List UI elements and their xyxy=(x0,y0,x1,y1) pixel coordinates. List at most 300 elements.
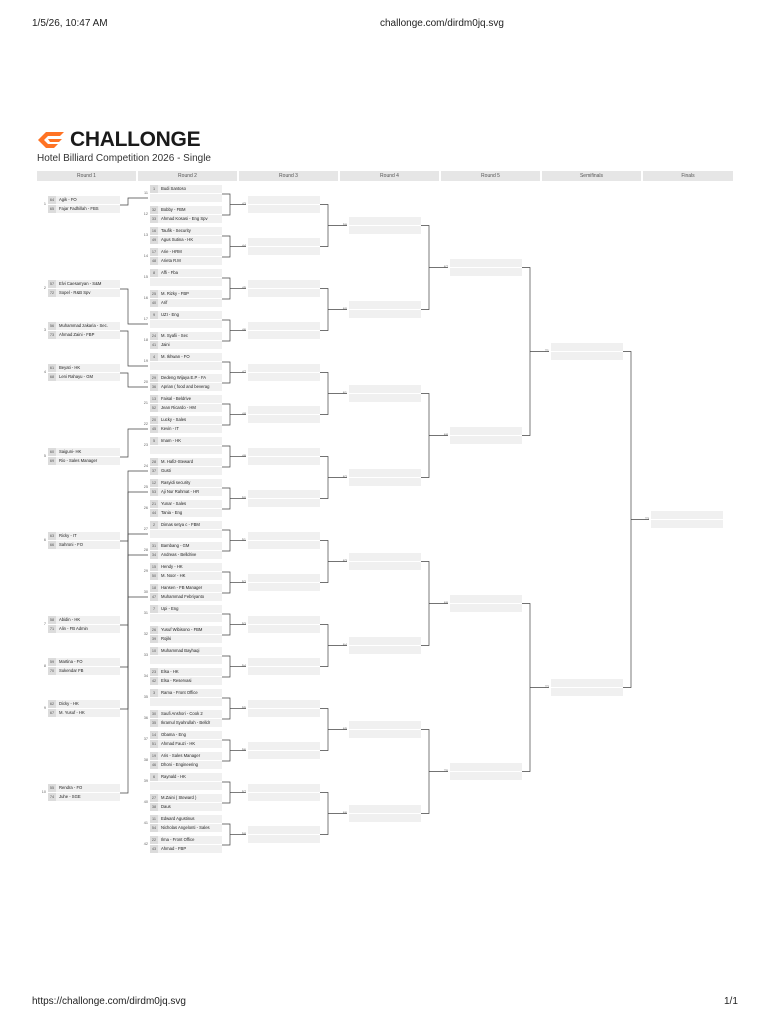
seed-badge: 16 xyxy=(151,229,157,233)
match-number: 15 xyxy=(143,275,148,279)
seed-badge: 64 xyxy=(49,198,55,202)
bracket-match[interactable] xyxy=(339,217,421,235)
bracket-match[interactable] xyxy=(140,458,222,476)
seed-badge xyxy=(248,574,256,582)
participant-slot[interactable] xyxy=(551,688,623,696)
bracket-match[interactable] xyxy=(140,311,222,329)
participant-slot[interactable] xyxy=(450,436,522,444)
bracket-match[interactable] xyxy=(440,259,522,277)
match-number: 71 xyxy=(544,348,549,353)
participant-slot[interactable] xyxy=(248,784,320,792)
participant-slot[interactable] xyxy=(150,467,222,475)
participant-slot[interactable] xyxy=(150,635,222,643)
participant-slot[interactable] xyxy=(150,824,222,832)
participant-slot[interactable] xyxy=(150,248,222,256)
participant-slot[interactable] xyxy=(150,206,222,214)
print-page-title: challonge.com/dirdm0jq.svg xyxy=(380,18,504,29)
participant-name: Leni Rahayu - GM xyxy=(59,374,93,379)
seed-badge xyxy=(248,457,256,465)
participant-slot[interactable] xyxy=(450,259,522,267)
participant-slot[interactable] xyxy=(48,331,120,339)
participant-slot[interactable] xyxy=(48,205,120,213)
participant-slot[interactable] xyxy=(48,448,120,456)
bracket-match[interactable] xyxy=(140,437,222,455)
participant-slot[interactable] xyxy=(349,310,421,318)
participant-slot[interactable] xyxy=(150,626,222,634)
bracket-match[interactable] xyxy=(38,322,120,340)
bracket-match[interactable] xyxy=(140,731,222,749)
participant-name: Jean Ricardo - HM xyxy=(161,405,196,410)
bracket-match[interactable] xyxy=(140,332,222,350)
seed-badge: 28 xyxy=(151,460,157,464)
participant-slot[interactable] xyxy=(248,322,320,330)
participant-slot[interactable] xyxy=(150,299,222,307)
round-header: Semifinals xyxy=(542,171,641,181)
participant-slot[interactable] xyxy=(450,595,522,603)
bracket-match[interactable] xyxy=(339,721,421,739)
participant-slot[interactable] xyxy=(349,217,421,225)
participant-slot[interactable] xyxy=(551,679,623,687)
participant-slot[interactable] xyxy=(248,751,320,759)
bracket-match[interactable] xyxy=(140,500,222,518)
participant-slot[interactable] xyxy=(248,658,320,666)
participant-slot[interactable] xyxy=(150,668,222,676)
bracket-match[interactable] xyxy=(238,448,320,466)
participant-slot[interactable] xyxy=(248,373,320,381)
participant-name: Aris - Sales Manager xyxy=(161,753,201,758)
participant-slot[interactable] xyxy=(48,541,120,549)
bracket-match[interactable] xyxy=(140,584,222,602)
bracket-match[interactable] xyxy=(641,511,723,529)
participant-slot[interactable] xyxy=(349,721,421,729)
participant-slot[interactable] xyxy=(150,551,222,559)
participant-slot[interactable] xyxy=(48,700,120,708)
participant-slot[interactable] xyxy=(48,457,120,465)
participant-slot[interactable] xyxy=(48,364,120,372)
participant-slot[interactable] xyxy=(48,784,120,792)
participant-slot[interactable] xyxy=(349,637,421,645)
seed-badge: 3 xyxy=(150,689,158,697)
seed-badge xyxy=(349,814,357,822)
participant-slot[interactable] xyxy=(150,563,222,571)
seed-badge: 57 xyxy=(49,282,55,286)
bracket-match[interactable] xyxy=(140,185,222,203)
match-number: 32 xyxy=(143,632,148,636)
participant-slot[interactable] xyxy=(48,532,120,540)
participant-slot[interactable] xyxy=(150,320,222,328)
participant-slot[interactable] xyxy=(150,341,222,349)
bracket-match[interactable] xyxy=(140,710,222,728)
participant-name: Jaini xyxy=(161,342,170,347)
participant-slot[interactable] xyxy=(349,553,421,561)
participant-slot[interactable] xyxy=(150,656,222,664)
round-header: Round 5 xyxy=(441,171,540,181)
bracket-match[interactable] xyxy=(140,395,222,413)
bracket-match[interactable] xyxy=(140,374,222,392)
participant-slot[interactable] xyxy=(248,826,320,834)
participant-slot[interactable] xyxy=(150,614,222,622)
bracket-match[interactable] xyxy=(140,479,222,497)
bracket-match[interactable] xyxy=(238,574,320,592)
bracket-match[interactable] xyxy=(541,679,623,697)
seed-badge xyxy=(349,553,357,561)
participant-slot[interactable] xyxy=(150,374,222,382)
bracket-match[interactable] xyxy=(339,301,421,319)
bracket-match[interactable] xyxy=(140,773,222,791)
participant-slot[interactable] xyxy=(150,500,222,508)
match-number: 23 xyxy=(143,443,148,447)
bracket-match[interactable] xyxy=(140,647,222,665)
participant-name: Muhammad Febriyanto xyxy=(161,594,205,599)
participant-slot[interactable] xyxy=(248,196,320,204)
seed-badge xyxy=(150,656,158,664)
participant-name: Rendra - FO xyxy=(59,785,83,790)
seed-badge: 73 xyxy=(49,333,55,337)
participant-slot[interactable] xyxy=(349,814,421,822)
bracket-match[interactable] xyxy=(339,805,421,823)
participant-slot[interactable] xyxy=(150,710,222,718)
participant-slot[interactable] xyxy=(248,709,320,717)
participant-slot[interactable] xyxy=(551,343,623,351)
bracket-match[interactable] xyxy=(38,616,120,634)
participant-slot[interactable] xyxy=(150,395,222,403)
participant-slot[interactable] xyxy=(150,353,222,361)
participant-slot[interactable] xyxy=(150,194,222,202)
round-header: Round 2 xyxy=(138,171,237,181)
participant-slot[interactable] xyxy=(150,815,222,823)
bracket-match[interactable] xyxy=(339,553,421,571)
match-number: 49 xyxy=(241,453,246,458)
seed-badge: 48 xyxy=(151,259,157,263)
participant-slot[interactable] xyxy=(248,247,320,255)
participant-slot[interactable] xyxy=(248,364,320,372)
bracket-match[interactable] xyxy=(140,794,222,812)
participant-slot[interactable] xyxy=(450,427,522,435)
participant-slot[interactable] xyxy=(150,278,222,286)
participant-slot[interactable] xyxy=(248,238,320,246)
match-number: 30 xyxy=(143,590,148,594)
participant-slot[interactable] xyxy=(150,479,222,487)
participant-slot[interactable] xyxy=(48,658,120,666)
connector-line xyxy=(222,614,230,635)
participant-slot[interactable] xyxy=(150,437,222,445)
participant-slot[interactable] xyxy=(248,406,320,414)
match-number: 54 xyxy=(241,663,246,668)
connector-line xyxy=(222,740,230,761)
participant-slot[interactable] xyxy=(150,845,222,853)
participant-name: Ricky - IT xyxy=(59,533,77,538)
participant-slot[interactable] xyxy=(349,478,421,486)
bracket-match[interactable] xyxy=(440,763,522,781)
match-number: 14 xyxy=(143,254,148,258)
match-number: 50 xyxy=(241,495,246,500)
participant-slot[interactable] xyxy=(248,499,320,507)
participant-slot[interactable] xyxy=(150,227,222,235)
bracket-match[interactable] xyxy=(38,280,120,298)
participant-slot[interactable] xyxy=(450,268,522,276)
participant-slot[interactable] xyxy=(48,322,120,330)
seed-badge: 11 xyxy=(150,815,158,823)
seed-badge xyxy=(349,637,357,645)
seed-badge: 50 xyxy=(151,574,157,578)
participant-slot[interactable] xyxy=(150,215,222,223)
participant-slot[interactable] xyxy=(48,289,120,297)
bracket-match[interactable] xyxy=(339,637,421,655)
connector-line xyxy=(421,226,429,310)
bracket-match[interactable] xyxy=(238,322,320,340)
participant-name: Affi - Fba xyxy=(161,270,178,275)
bracket-match[interactable] xyxy=(238,238,320,256)
seed-badge xyxy=(248,709,256,717)
participant-slot[interactable] xyxy=(150,362,222,370)
participant-slot[interactable] xyxy=(349,226,421,234)
participant-slot[interactable] xyxy=(248,541,320,549)
participant-slot[interactable] xyxy=(48,793,120,801)
print-page-number: 1/1 xyxy=(724,996,738,1007)
participant-slot[interactable] xyxy=(651,520,723,528)
participant-slot[interactable] xyxy=(150,584,222,592)
bracket-match[interactable] xyxy=(238,616,320,634)
participant-slot[interactable] xyxy=(248,448,320,456)
bracket-match[interactable] xyxy=(238,364,320,382)
bracket-match[interactable] xyxy=(238,700,320,718)
bracket-match[interactable] xyxy=(238,784,320,802)
participant-slot[interactable] xyxy=(150,803,222,811)
participant-slot[interactable] xyxy=(150,542,222,550)
participant-slot[interactable] xyxy=(248,490,320,498)
participant-slot[interactable] xyxy=(150,782,222,790)
print-datetime: 1/5/26, 10:47 AM xyxy=(32,18,108,29)
participant-slot[interactable] xyxy=(248,331,320,339)
participant-slot[interactable] xyxy=(248,205,320,213)
bracket-match[interactable] xyxy=(38,784,120,802)
bracket-match[interactable] xyxy=(238,742,320,760)
seed-badge: 31 xyxy=(151,544,157,548)
participant-slot[interactable] xyxy=(450,772,522,780)
match-number: 65 xyxy=(342,726,347,731)
bracket-match[interactable] xyxy=(238,826,320,844)
seed-badge xyxy=(248,364,256,372)
participant-slot[interactable] xyxy=(248,280,320,288)
participant-slot[interactable] xyxy=(150,236,222,244)
participant-slot[interactable] xyxy=(150,761,222,769)
participant-slot[interactable] xyxy=(248,700,320,708)
match-number: 3 xyxy=(43,328,46,332)
connector-line xyxy=(222,320,230,341)
participant-slot[interactable] xyxy=(150,311,222,319)
participant-slot[interactable] xyxy=(349,562,421,570)
bracket-match[interactable] xyxy=(238,406,320,424)
participant-slot[interactable] xyxy=(150,269,222,277)
bracket-match[interactable] xyxy=(140,521,222,539)
participant-name: M. Syafii - Sec xyxy=(161,333,188,338)
bracket-match[interactable] xyxy=(238,196,320,214)
participant-slot[interactable] xyxy=(248,574,320,582)
bracket-match[interactable] xyxy=(140,605,222,623)
bracket-match[interactable] xyxy=(38,364,120,382)
participant-slot[interactable] xyxy=(248,457,320,465)
participant-slot[interactable] xyxy=(150,383,222,391)
match-number: 69 xyxy=(443,600,448,605)
bracket-match[interactable] xyxy=(140,689,222,707)
bracket-match[interactable] xyxy=(38,196,120,214)
seed-badge: 19 xyxy=(151,754,157,758)
match-number: 28 xyxy=(143,548,148,552)
participant-slot[interactable] xyxy=(248,793,320,801)
participant-slot[interactable] xyxy=(150,752,222,760)
bracket-match[interactable] xyxy=(140,206,222,224)
bracket-match[interactable] xyxy=(238,490,320,508)
participant-slot[interactable] xyxy=(248,616,320,624)
bracket-match[interactable] xyxy=(440,595,522,613)
participant-slot[interactable] xyxy=(48,280,120,288)
participant-slot[interactable] xyxy=(150,794,222,802)
participant-slot[interactable] xyxy=(248,415,320,423)
participant-slot[interactable] xyxy=(349,394,421,402)
participant-name: Ahmad Zaini - FBP xyxy=(59,332,95,337)
connector-line xyxy=(421,730,429,814)
participant-name: Ahmad Kosasi - Eng Spv xyxy=(161,216,208,221)
participant-slot[interactable] xyxy=(349,805,421,813)
participant-slot[interactable] xyxy=(150,332,222,340)
connector-line xyxy=(320,457,328,499)
participant-slot[interactable] xyxy=(349,469,421,477)
participant-slot[interactable] xyxy=(150,521,222,529)
participant-slot[interactable] xyxy=(150,530,222,538)
participant-slot[interactable] xyxy=(48,709,120,717)
match-number: 38 xyxy=(143,758,148,762)
participant-name: Daus xyxy=(161,804,171,809)
participant-slot[interactable] xyxy=(150,647,222,655)
participant-slot[interactable] xyxy=(150,698,222,706)
seed-badge: 54 xyxy=(151,826,157,830)
seed-badge: 58 xyxy=(49,618,55,622)
participant-slot[interactable] xyxy=(651,511,723,519)
seed-badge xyxy=(248,667,256,675)
connector-line xyxy=(320,541,328,583)
bracket-match[interactable] xyxy=(140,668,222,686)
participant-slot[interactable] xyxy=(150,605,222,613)
participant-slot[interactable] xyxy=(48,625,120,633)
participant-slot[interactable] xyxy=(150,719,222,727)
bracket-match[interactable] xyxy=(140,626,222,644)
participant-slot[interactable] xyxy=(450,604,522,612)
seed-badge xyxy=(450,268,458,276)
connector-line xyxy=(222,236,230,257)
bracket-match[interactable] xyxy=(38,532,120,550)
participant-slot[interactable] xyxy=(48,667,120,675)
seed-badge: 42 xyxy=(151,679,157,683)
round-header: Round 3 xyxy=(239,171,338,181)
participant-name: M. Noor - HK xyxy=(161,573,186,578)
match-number: 7 xyxy=(43,622,46,626)
participant-slot[interactable] xyxy=(349,385,421,393)
participant-name: Beyati - HK xyxy=(59,365,81,370)
print-url: https://challonge.com/dirdm0jq.svg xyxy=(32,996,186,1007)
bracket-match[interactable] xyxy=(140,416,222,434)
participant-slot[interactable] xyxy=(150,446,222,454)
bracket-match[interactable] xyxy=(38,658,120,676)
participant-slot[interactable] xyxy=(248,583,320,591)
seed-badge xyxy=(349,385,357,393)
participant-slot[interactable] xyxy=(248,532,320,540)
bracket-match[interactable] xyxy=(238,532,320,550)
bracket-match[interactable] xyxy=(38,448,120,466)
participant-slot[interactable] xyxy=(150,404,222,412)
participant-slot[interactable] xyxy=(248,835,320,843)
participant-slot[interactable] xyxy=(248,667,320,675)
participant-slot[interactable] xyxy=(150,572,222,580)
bracket-match[interactable] xyxy=(238,280,320,298)
participant-slot[interactable] xyxy=(248,625,320,633)
bracket-match[interactable] xyxy=(339,469,421,487)
participant-slot[interactable] xyxy=(48,373,120,381)
participant-slot[interactable] xyxy=(349,730,421,738)
bracket-match[interactable] xyxy=(140,269,222,287)
seed-badge: 27 xyxy=(151,796,157,800)
participant-name: Agik - FO xyxy=(59,197,77,202)
seed-badge: 38 xyxy=(151,805,157,809)
seed-badge: 34 xyxy=(151,553,157,557)
bracket-match[interactable] xyxy=(339,385,421,403)
participant-slot[interactable] xyxy=(48,616,120,624)
bracket-match[interactable] xyxy=(140,563,222,581)
participant-name: Taufik - Security xyxy=(161,228,191,233)
participant-slot[interactable] xyxy=(150,677,222,685)
participant-slot[interactable] xyxy=(150,593,222,601)
bracket-match[interactable] xyxy=(440,427,522,445)
bracket-match[interactable] xyxy=(140,353,222,371)
participant-slot[interactable] xyxy=(150,740,222,748)
bracket-match[interactable] xyxy=(541,343,623,361)
participant-slot[interactable] xyxy=(150,257,222,265)
participant-slot[interactable] xyxy=(150,509,222,517)
seed-badge: 5 xyxy=(150,437,158,445)
participant-slot[interactable] xyxy=(450,763,522,771)
bracket-match[interactable] xyxy=(38,700,120,718)
participant-slot[interactable] xyxy=(150,836,222,844)
participant-slot[interactable] xyxy=(150,416,222,424)
bracket-match[interactable] xyxy=(140,290,222,308)
bracket-match[interactable] xyxy=(140,815,222,833)
bracket-match[interactable] xyxy=(140,542,222,560)
bracket-match[interactable] xyxy=(140,227,222,245)
match-number: 21 xyxy=(143,401,148,405)
participant-slot[interactable] xyxy=(48,196,120,204)
bracket-match[interactable] xyxy=(238,658,320,676)
bracket-match[interactable] xyxy=(140,248,222,266)
participant-slot[interactable] xyxy=(150,773,222,781)
participant-slot[interactable] xyxy=(150,458,222,466)
participant-slot[interactable] xyxy=(150,731,222,739)
participant-slot[interactable] xyxy=(150,488,222,496)
participant-slot[interactable] xyxy=(150,185,222,193)
participant-slot[interactable] xyxy=(349,646,421,654)
participant-slot[interactable] xyxy=(551,352,623,360)
participant-slot[interactable] xyxy=(150,290,222,298)
participant-slot[interactable] xyxy=(248,289,320,297)
participant-slot[interactable] xyxy=(150,425,222,433)
participant-slot[interactable] xyxy=(349,301,421,309)
connector-line xyxy=(222,572,230,593)
seed-badge xyxy=(651,511,659,519)
participant-slot[interactable] xyxy=(248,742,320,750)
bracket-match[interactable] xyxy=(140,836,222,854)
participant-slot[interactable] xyxy=(150,689,222,697)
participant-name: Elsa - HK xyxy=(161,669,179,674)
match-number: 2 xyxy=(43,286,46,290)
bracket-match[interactable] xyxy=(140,752,222,770)
